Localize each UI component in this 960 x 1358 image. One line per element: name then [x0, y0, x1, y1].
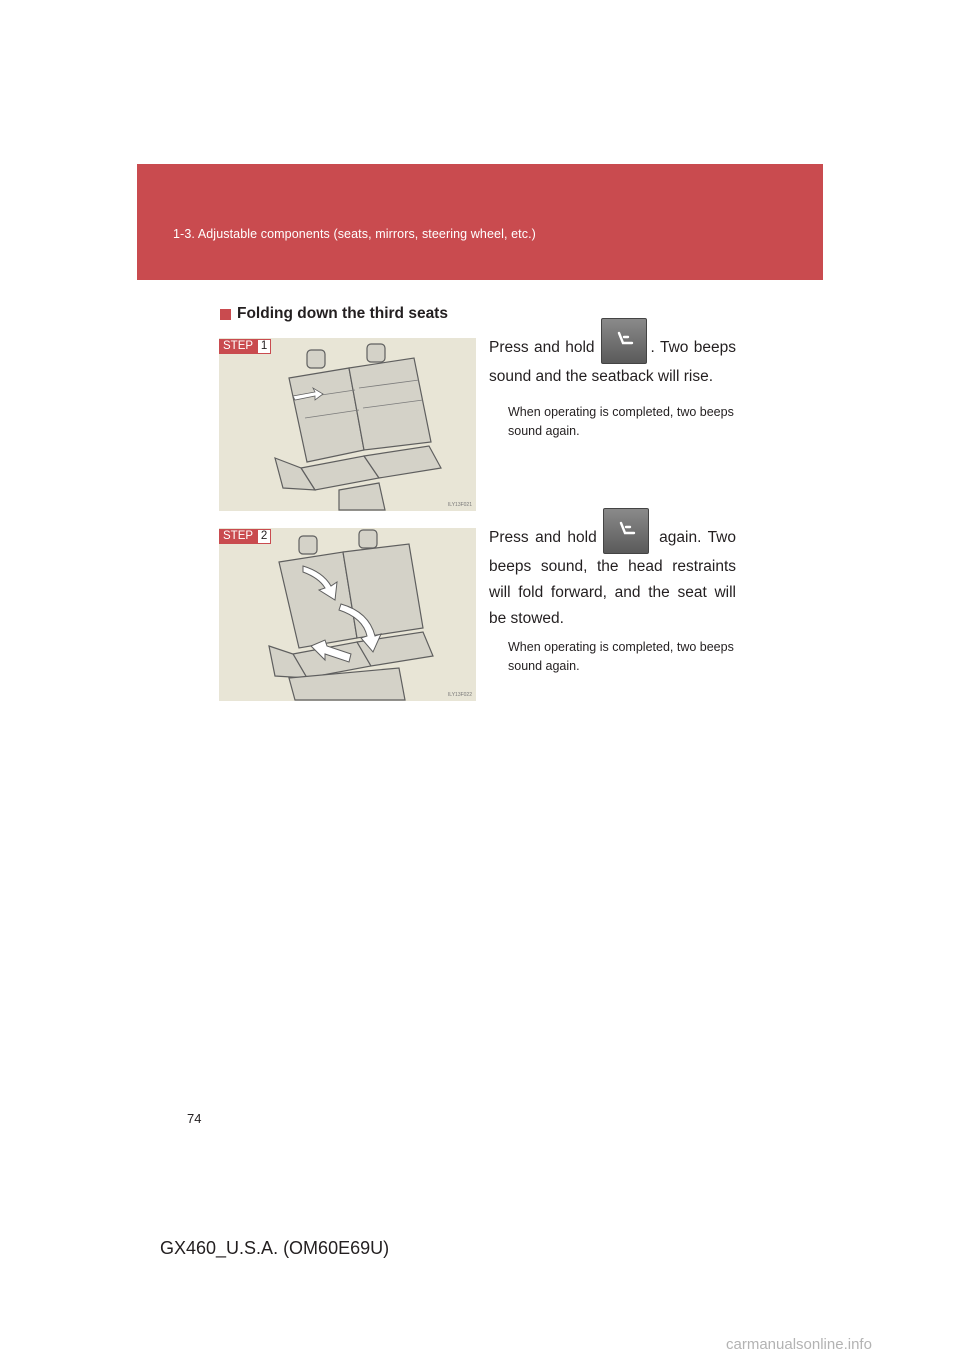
breadcrumb: 1-3. Adjustable components (seats, mirrors, steering wheel, etc.): [173, 227, 536, 241]
step-word: STEP: [219, 339, 257, 354]
seat-stow-illustration: [219, 528, 476, 701]
header-band: [137, 164, 823, 280]
step2-illustration: [219, 528, 476, 701]
step1-badge: [219, 339, 271, 354]
section-title: [220, 305, 448, 323]
step-number: 1: [257, 339, 271, 354]
step2-instruction: [489, 522, 736, 632]
step1-instruction: [489, 332, 736, 390]
square-bullet-icon: [220, 309, 231, 320]
step1-text-after: . Two beeps sound and the seatback will rise.: [489, 339, 736, 385]
seat-fold-switch-icon: [603, 508, 649, 554]
page-number: 74: [187, 1111, 202, 1126]
step-number: 2: [257, 529, 271, 544]
footer-model: GX460_U.S.A. (OM60E69U): [160, 1238, 390, 1258]
section-title-text: Folding down the third seats: [237, 305, 448, 322]
seat-fold-switch-icon: [601, 318, 647, 364]
step2-badge: [219, 529, 271, 544]
figure-code: ILY13F022: [447, 692, 472, 698]
seat-raise-illustration: [219, 338, 476, 511]
step2-text-before: Press and hold: [489, 529, 597, 547]
step1-note: When operating is completed, two beeps sound again.: [508, 405, 734, 438]
step1-text-before: Press and hold: [489, 339, 595, 357]
figure-code: ILY13F021: [447, 502, 472, 508]
step2-text-after: again. Two beeps sound, the head restraints will fold forward, and the seat will be stowed.: [489, 529, 736, 627]
step-word: STEP: [219, 529, 257, 544]
step1-illustration: [219, 338, 476, 511]
watermark: carmanualsonline.info: [726, 1336, 872, 1353]
step2-note: When operating is completed, two beeps sound again.: [508, 640, 734, 673]
